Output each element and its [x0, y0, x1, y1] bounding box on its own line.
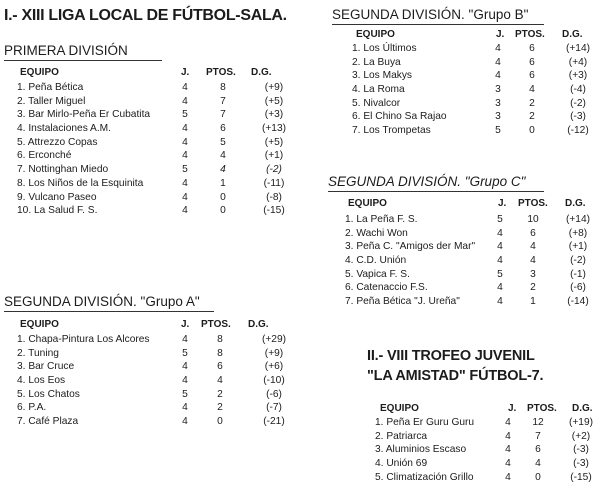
goal-diff-value: (-3) [573, 458, 589, 470]
grupo-a-header-points: PTOS. [201, 319, 231, 330]
played-value: 5 [495, 125, 501, 137]
points-value: 6 [529, 43, 535, 54]
goal-diff-value: (+3) [568, 70, 588, 82]
goal-diff-value: (+1) [264, 150, 284, 162]
grupo-b-header-team: EQUIPO [356, 29, 395, 40]
table-row [345, 268, 597, 282]
grupo-a-header-diff: D.G. [248, 319, 269, 330]
team-name: 3. Aluminios Escaso [375, 444, 467, 456]
points-value: 1 [220, 177, 226, 189]
played-value: 3 [495, 84, 501, 96]
grupo-a-underline [4, 311, 214, 312]
table-row [375, 416, 600, 430]
trofeo-header-diff: D.G. [572, 403, 593, 414]
grupo-c-header-points: PTOS. [518, 198, 548, 209]
played-value: 5 [497, 214, 503, 225]
played-value: 4 [182, 402, 188, 414]
played-value: 4 [497, 241, 503, 253]
grupo-c-underline [328, 191, 544, 192]
goal-diff-value: (+2) [571, 430, 591, 442]
points-value: 10 [527, 214, 539, 225]
table-row [375, 457, 600, 471]
points-value: 8 [217, 334, 223, 345]
table-row [17, 149, 307, 163]
goal-diff-value: (-1) [570, 268, 586, 280]
team-name: 4. La Roma [352, 84, 405, 96]
goal-diff-value: (-8) [266, 191, 282, 203]
team-name: 4. C.D. Unión [345, 255, 407, 267]
played-value: 4 [505, 430, 511, 442]
grupo-a-table [17, 333, 307, 429]
grupo-c-title: SEGUNDA DIVISIÓN. "Grupo C" [328, 174, 526, 189]
goal-diff-value: (-3) [573, 444, 589, 456]
goal-diff-value: (+29) [261, 334, 287, 345]
team-name: 8. Los Niños de la Esquinita [17, 177, 144, 189]
table-row [17, 347, 307, 361]
page-title: I.- XIII LIGA LOCAL DE FÚTBOL-SALA. [4, 7, 287, 24]
points-value: 0 [220, 205, 226, 217]
team-name: 9. Vulcano Paseo [17, 191, 97, 203]
team-name: 1. Peña Er Guru Guru [375, 417, 475, 428]
points-value: 4 [530, 241, 536, 253]
table-row [345, 227, 597, 241]
table-row [17, 191, 307, 205]
goal-diff-value: (+4) [568, 56, 588, 68]
goal-diff-value: (-3) [570, 111, 586, 123]
table-row [375, 471, 600, 485]
played-value: 4 [505, 458, 511, 470]
team-name: 10. La Salud F. S. [17, 205, 98, 217]
table-row [17, 401, 307, 415]
played-value: 4 [182, 416, 188, 428]
played-value: 4 [182, 136, 188, 148]
team-name: 2. Wachi Won [345, 227, 408, 239]
table-row [352, 110, 597, 124]
table-row [17, 122, 307, 136]
primera-division-underline [4, 60, 162, 61]
table-row [17, 177, 307, 191]
trofeo-title-line1: II.- VIII TROFEO JUVENIL [367, 348, 535, 364]
goal-diff-value: (-15) [263, 205, 285, 217]
points-value: 4 [530, 255, 536, 267]
table-row [352, 69, 597, 83]
grupo-c-header-diff: D.G. [565, 198, 586, 209]
points-value: 8 [217, 347, 223, 359]
table-row [17, 163, 307, 177]
goal-diff-value: (-21) [263, 416, 285, 428]
points-value: 2 [217, 402, 223, 414]
played-value: 4 [495, 70, 501, 82]
table-row [17, 388, 307, 402]
table-row [17, 415, 307, 429]
table-row [17, 360, 307, 374]
table-row [352, 42, 597, 56]
played-value: 4 [505, 471, 511, 483]
goal-diff-value: (+1) [568, 241, 588, 253]
table-row [345, 240, 597, 254]
goal-diff-value: (-12) [567, 125, 589, 137]
played-value: 4 [505, 444, 511, 456]
points-value: 12 [532, 417, 544, 428]
played-value: 4 [497, 227, 503, 239]
points-value: 2 [530, 282, 536, 294]
points-value: 4 [529, 84, 535, 96]
played-value: 4 [182, 150, 188, 162]
table-row [345, 295, 597, 309]
trofeo-title-line2: "LA AMISTAD" FÚTBOL-7. [367, 368, 544, 384]
team-name: 1. La Peña F. S. [345, 214, 418, 225]
goal-diff-value: (-6) [570, 282, 586, 294]
points-value: 0 [529, 125, 535, 137]
played-value: 4 [505, 417, 511, 428]
team-name: 3. Peña C. "Amigos der Mar" [345, 241, 476, 253]
played-value: 4 [497, 282, 503, 294]
table-row [17, 136, 307, 150]
played-value: 4 [182, 375, 188, 387]
points-value: 0 [220, 191, 226, 203]
grupo-b-header-diff: D.G. [562, 29, 583, 40]
table-row [17, 81, 307, 95]
trofeo-header-played: J. [508, 403, 517, 414]
played-value: 5 [182, 164, 188, 176]
played-value: 3 [495, 111, 501, 123]
primera-table [17, 81, 307, 218]
played-value: 4 [497, 255, 503, 267]
points-value: 5 [220, 136, 226, 148]
primera-header-team: EQUIPO [20, 67, 59, 78]
team-name: 3. Los Makys [352, 70, 413, 82]
team-name: 2. Tuning [17, 347, 59, 359]
primera-header-points: PTOS. [206, 67, 236, 78]
table-row [375, 430, 600, 444]
grupo-b-header-points: PTOS. [515, 29, 545, 40]
goal-diff-value: (+3) [264, 109, 284, 121]
played-value: 4 [182, 95, 188, 107]
goal-diff-value: (-6) [266, 388, 282, 400]
team-name: 7. Peña Bética "J. Ureña" [345, 296, 460, 308]
table-row [17, 108, 307, 122]
goal-diff-value: (-11) [263, 177, 285, 189]
points-value: 8 [220, 82, 226, 93]
goal-diff-value: (-2) [570, 255, 586, 267]
team-name: 3. Bar Cruce [17, 361, 75, 373]
team-name: 6. Catenaccio F.S. [345, 282, 428, 294]
grupo-a-header-team: EQUIPO [20, 319, 59, 330]
goal-diff-value: (+8) [568, 227, 588, 239]
points-value: 4 [535, 458, 541, 470]
team-name: 5. Nivalcor [352, 97, 401, 109]
table-row [375, 443, 600, 457]
points-value: 3 [530, 268, 536, 280]
team-name: 7. Nottinghan Miedo [17, 164, 109, 176]
table-row [17, 95, 307, 109]
trofeo-header-points: PTOS. [527, 403, 557, 414]
played-value: 4 [182, 205, 188, 217]
team-name: 1. Los Últimos [352, 43, 417, 54]
primera-header-played: J. [181, 67, 190, 78]
points-value: 1 [530, 296, 536, 308]
goal-diff-value: (-4) [570, 84, 586, 96]
points-value: 6 [529, 70, 535, 82]
team-name: 5. Attrezzo Copas [17, 136, 98, 148]
grupo-c-table [345, 213, 597, 309]
team-name: 1. Peña Bética [17, 82, 84, 93]
goal-diff-value: (-2) [570, 97, 586, 109]
team-name: 6. P.A. [17, 402, 47, 414]
goal-diff-value: (-2) [266, 164, 282, 176]
trofeo-header-team: EQUIPO [380, 403, 419, 414]
points-value: 0 [535, 471, 541, 483]
primera-division-title: PRIMERA DIVISIÓN [4, 43, 128, 58]
played-value: 5 [182, 109, 188, 121]
team-name: 6. Erconché [17, 150, 72, 162]
points-value: 0 [217, 416, 223, 428]
table-row [345, 213, 597, 227]
played-value: 4 [497, 296, 503, 308]
table-row [352, 124, 597, 138]
team-name: 5. Vapica F. S. [345, 268, 410, 280]
grupo-a-title: SEGUNDA DIVISIÓN. "Grupo A" [4, 294, 200, 309]
goal-diff-value: (+5) [264, 136, 284, 148]
goal-diff-value: (-10) [263, 375, 285, 387]
team-name: 4. Unión 69 [375, 458, 428, 470]
played-value: 3 [495, 97, 501, 109]
goal-diff-value: (+14) [565, 214, 591, 225]
team-name: 2. Patriarca [375, 430, 428, 442]
goal-diff-value: (+14) [565, 43, 591, 54]
team-name: 7. Los Trompetas [352, 125, 431, 137]
points-value: 2 [529, 111, 535, 123]
played-value: 4 [182, 191, 188, 203]
table-row [352, 97, 597, 111]
team-name: 6. El Chino Sa Rajao [352, 111, 447, 123]
played-value: 4 [495, 43, 501, 54]
primera-header-diff: D.G. [251, 67, 272, 78]
table-row [352, 83, 597, 97]
table-row [345, 254, 597, 268]
grupo-c-header-team: EQUIPO [348, 198, 387, 209]
played-value: 4 [495, 56, 501, 68]
goal-diff-value: (-14) [567, 296, 589, 308]
played-value: 4 [182, 123, 188, 135]
points-value: 7 [535, 430, 541, 442]
points-value: 4 [220, 164, 226, 176]
grupo-b-underline [332, 24, 544, 25]
points-value: 7 [220, 109, 226, 121]
points-value: 6 [529, 56, 535, 68]
team-name: 5. Climatización Grillo [375, 471, 474, 483]
goal-diff-value: (+19) [568, 417, 594, 428]
played-value: 5 [497, 268, 503, 280]
goal-diff-value: (+5) [264, 95, 284, 107]
team-name: 5. Los Chatos [17, 388, 80, 400]
played-value: 5 [182, 347, 188, 359]
points-value: 6 [535, 444, 541, 456]
team-name: 2. Taller Miguel [17, 95, 86, 107]
team-name: 3. Bar Mirlo-Peña Er Cubatita [17, 109, 151, 121]
played-value: 4 [182, 82, 188, 93]
played-value: 4 [182, 361, 188, 373]
points-value: 2 [217, 388, 223, 400]
goal-diff-value: (-15) [570, 471, 592, 483]
team-name: 2. La Buya [352, 56, 401, 68]
played-value: 4 [182, 334, 188, 345]
points-value: 4 [220, 150, 226, 162]
goal-diff-value: (+9) [264, 347, 284, 359]
table-row [17, 204, 307, 218]
points-value: 6 [530, 227, 536, 239]
grupo-b-header-played: J. [496, 29, 505, 40]
grupo-c-header-played: J. [498, 198, 507, 209]
team-name: 4. Instalaciones A.M. [17, 123, 111, 135]
table-row [17, 333, 307, 347]
goal-diff-value: (-7) [266, 402, 282, 414]
table-row [17, 374, 307, 388]
grupo-b-title: SEGUNDA DIVISIÓN. "Grupo B" [332, 7, 529, 22]
table-row [352, 56, 597, 70]
table-row [345, 281, 597, 295]
goal-diff-value: (+9) [264, 82, 284, 93]
trofeo-table [375, 416, 600, 484]
played-value: 5 [182, 388, 188, 400]
team-name: 1. Chapa-Pintura Los Alcores [17, 334, 150, 345]
points-value: 2 [529, 97, 535, 109]
grupo-b-table [352, 42, 597, 138]
points-value: 6 [220, 123, 226, 135]
points-value: 7 [220, 95, 226, 107]
goal-diff-value: (+13) [261, 123, 287, 135]
team-name: 7. Café Plaza [17, 416, 79, 428]
grupo-a-header-played: J. [181, 319, 190, 330]
team-name: 4. Los Eos [17, 375, 66, 387]
points-value: 6 [217, 361, 223, 373]
played-value: 4 [182, 177, 188, 189]
points-value: 4 [217, 375, 223, 387]
goal-diff-value: (+6) [264, 361, 284, 373]
